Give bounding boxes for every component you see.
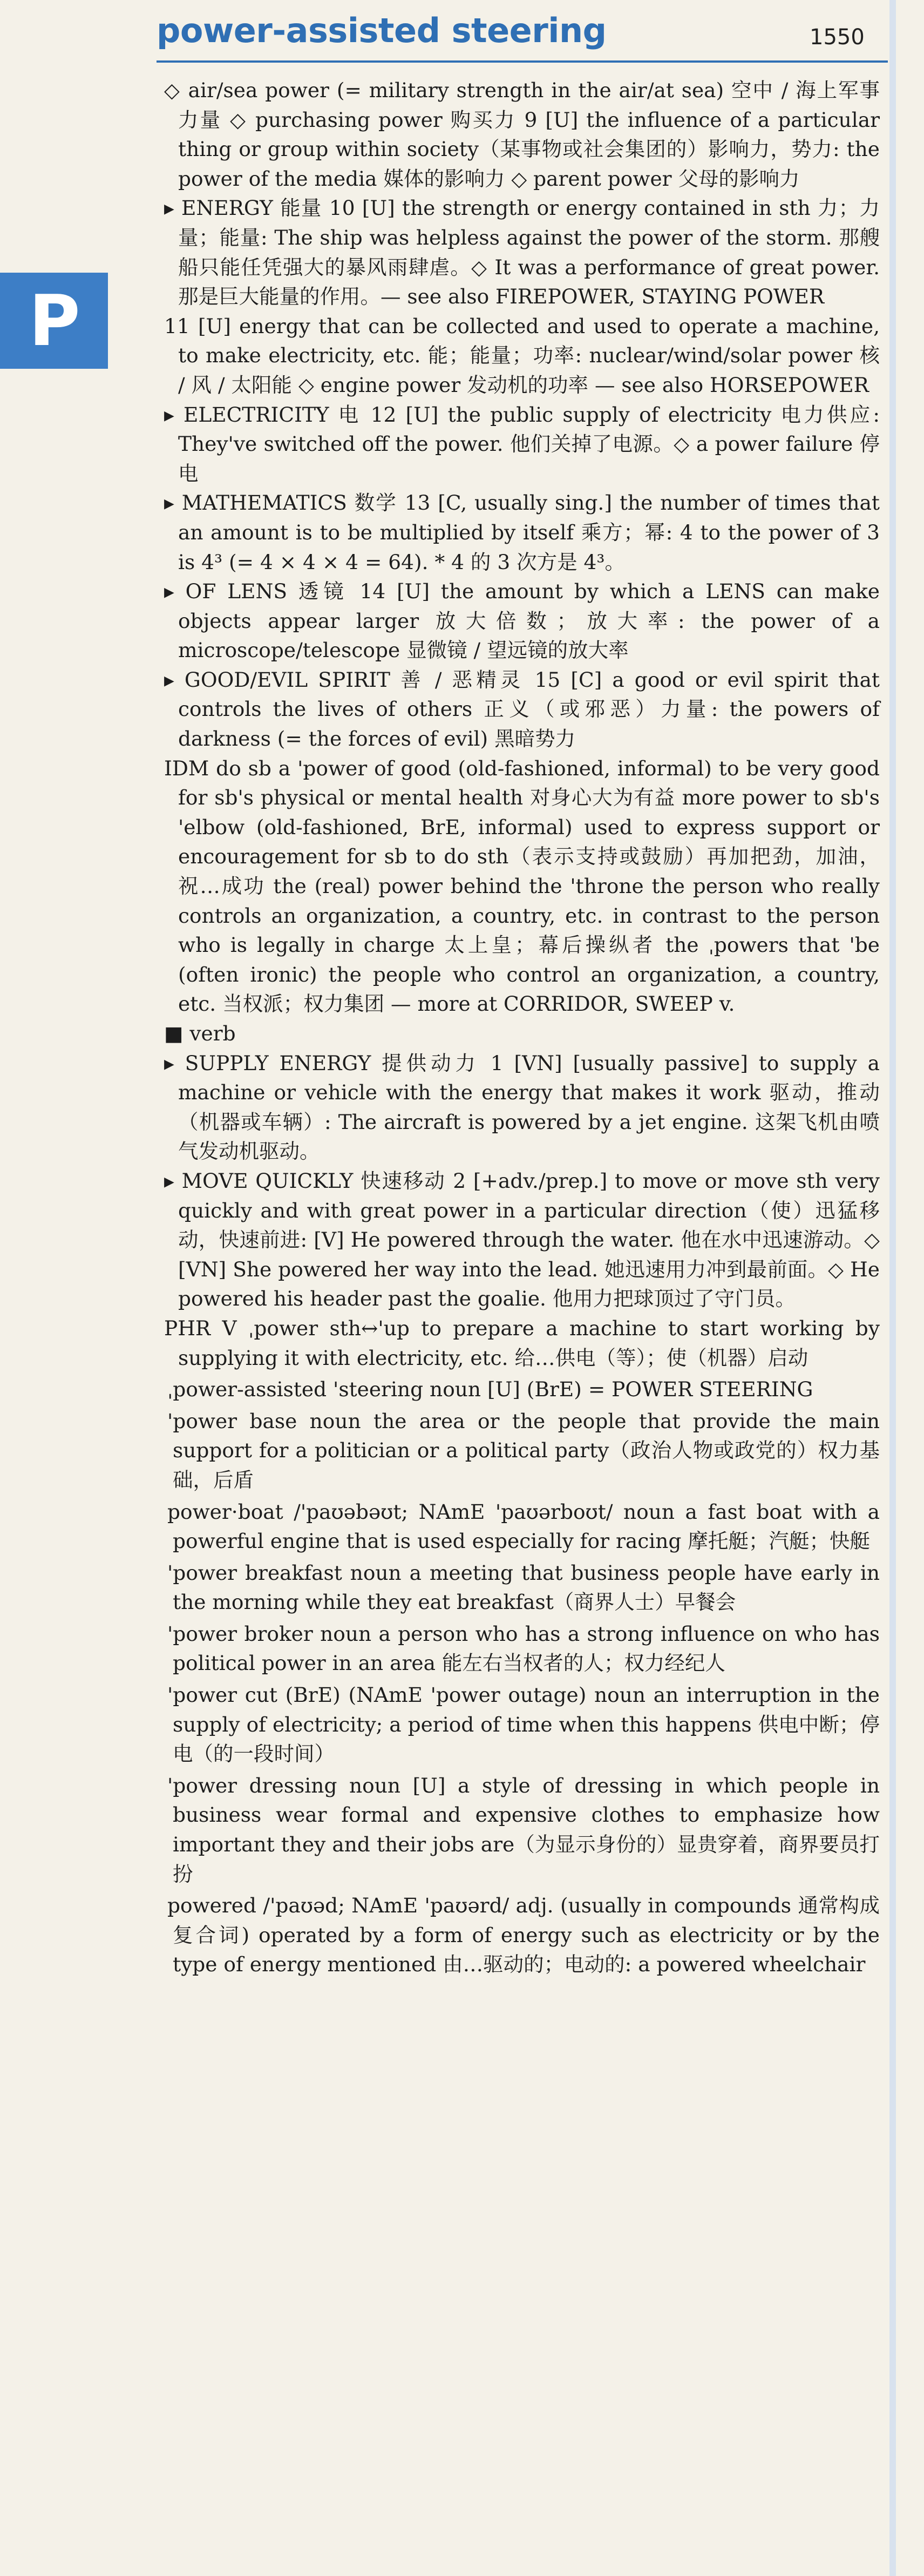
entry-power-breakfast: 'power breakfast noun a meeting that business people have early in the morning while they eat breakfast（商界人士）早餐会 — [167, 1560, 880, 1614]
entry-column — [162, 76, 880, 1979]
entry-powered: powered /'paʊəd; NAmE 'paʊərd/ adj. (usually in compounds 通常构成复合词) operated by a form of energy such as electricity or by the type of energy mentioned 由…驱动的；电动的: a powered wheelchair — [167, 1894, 880, 1977]
verb-sense-1: ▸ SUPPLY ENERGY 提供动力 1 [VN] [usually passive] to supply a machine or vehicle with the energy that makes it work 驱动，推动（机器或车辆）: The aircraft is powered by a jet engine. 这架飞机由喷气发动机驱动。 — [164, 1051, 880, 1164]
page-edge-bar — [889, 0, 896, 2576]
sense-12-electricity: ▸ ELECTRICITY 电 12 [U] the public supply of electricity 电力供应: They've switched off the power. 他们关掉了电源。◇ a power failure 停电 — [164, 402, 880, 485]
thumb-index-tab — [0, 273, 108, 369]
thumb-index-letter: P — [29, 280, 80, 362]
verb-heading: ■ verb — [164, 1022, 236, 1045]
sense-13-mathematics: ▸ MATHEMATICS 数学 13 [C, usually sing.] the number of times that an amount is to be multiplied by itself 乘方；幂: 4 to the power of 3 is 4³ (= 4 × 4 × 4 = 64). * 4 的 3 次方是 4³。 — [164, 491, 880, 574]
sense-15-spirit: ▸ GOOD/EVIL SPIRIT 善 / 恶精灵 15 [C] a good or evil spirit that controls the lives of others 正义（或邪恶）力量: the powers of darkness (= the forces of evil) 黑暗势力 — [164, 667, 880, 751]
header-rule — [157, 60, 888, 63]
sense-14-lens: ▸ OF LENS 透镜 14 [U] the amount by which a LENS can make objects appear larger 放大倍数；放大率: the power of a microscope/telescope 显微镜 / 望远镜的放大率 — [164, 579, 880, 662]
entry-powerboat: power·boat /'paʊəbəʊt; NAmE 'paʊərboʊt/ noun a fast boat with a powerful engine that is used especially for racing 摩托艇；汽艇；快艇 — [167, 1499, 880, 1553]
entry-power-assisted-steering: ˌpower-assisted 'steering noun [U] (BrE) = POWER STEERING — [167, 1377, 813, 1402]
page-number: 1550 — [810, 25, 865, 50]
entry-power-broker: 'power broker noun a person who has a strong influence on who has political power in an area 能左右当权者的人；权力经纪人 — [167, 1621, 880, 1675]
sense-8-continued: ◇ air/sea power (= military strength in the air/at sea) 空中 / 海上军事力量 ◇ purchasing power 购买力 9 [U] the influence of a particular thing or group within society（某事物或社会集团的）影响力，势力: the power of the media 媒体的影响力 ◇ parent power 父母的影响力 — [164, 78, 880, 191]
sense-11-energy: 11 [U] energy that can be collected and used to operate a machine, to make electricity, etc. 能；能量；功率: nuclear/wind/solar power 核 / 风 / 太阳能 ◇ engine power 发动机的功率 — see also HORSEPOWER — [164, 314, 880, 397]
entry-power-base: 'power base noun the area or the people that provide the main support for a politician or a political party（政治人物或政党的）权力基础，后盾 — [167, 1409, 880, 1492]
verb-sense-2: ▸ MOVE QUICKLY 快速移动 2 [+adv./prep.] to move or move sth very quickly and with great power in a particular direction（使）迅猛移动，快速前进: [V] He powered through the water. 他在水中迅速游动。◇ [VN] She powered her way into the lead. 她迅速用力冲到最前面。◇ He powered his header past the goalie. 他用力把球顶过了守门员。 — [164, 1168, 880, 1311]
sense-10-energy: ▸ ENERGY 能量 10 [U] the strength or energy contained in sth 力；力量；能量: The ship was helpless against the power of the storm. 那艘船只能任凭强大的暴风雨肆虐。◇ It was a performance of great power. 那是巨大能量的作用。— see also FIREPOWER, STAYING POWER — [164, 196, 880, 309]
entry-power-cut: 'power cut (BrE) (NAmE 'power outage) noun an interruption in the supply of electricity; a period of time when this happens 供电中断；停电（的一段时间） — [167, 1683, 880, 1766]
idioms-block: IDM do sb a 'power of good (old-fashioned, informal) to be very good for sb's physical or mental health 对身心大为有益 more power to sb's 'elbow (old-fashioned, BrE, informal) used to express support or encouragement for sb to do sth（表示支持或鼓励）再加把劲，加油，祝…成功 the (real) power behind the 'throne the person who really controls an organization, a country, etc. in contrast to the person who is legally in charge 太上皇；幕后操纵者 the ˌpowers that 'be (often ironic) the people who control an organization, a country, etc. 当权派；权力集团 — more at CORRIDOR, SWEEP v. — [164, 756, 880, 1016]
phrasal-verb-block: PHR V ˌpower sth↔'up to prepare a machine to start working by supplying it with electricity, etc. 给…供电（等）；使（机器）启动 — [164, 1316, 880, 1370]
running-head: power-assisted steering — [157, 11, 607, 50]
entry-power-dressing: 'power dressing noun [U] a style of dressing in which people in business wear formal and expensive clothes to emphasize how important they and their jobs are（为显示身份的）显贵穿着，商界要员打扮 — [167, 1773, 880, 1886]
